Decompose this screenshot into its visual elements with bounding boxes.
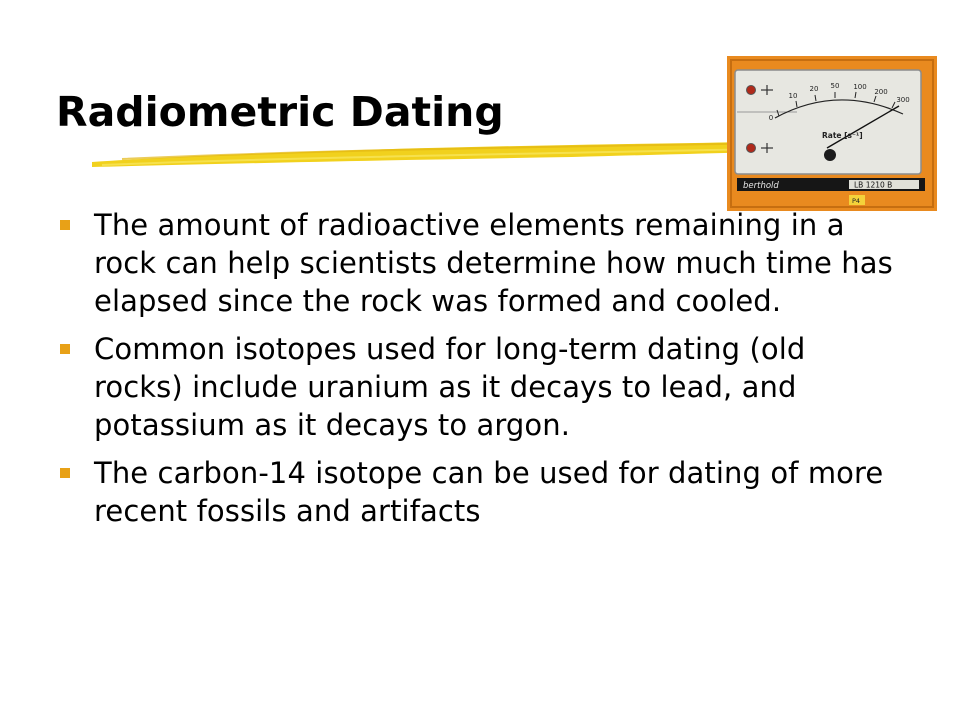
meter-model: LB 1210 B [854, 180, 893, 190]
bullet-square-icon [60, 468, 70, 478]
scale-label-200: 200 [874, 88, 888, 96]
bullet-item [56, 206, 896, 320]
title-underline-stroke [92, 136, 832, 170]
meter-brand: berthold [743, 181, 779, 191]
bullet-item [56, 330, 896, 444]
bullet-square-icon [60, 220, 70, 230]
top-button-icon [747, 86, 756, 95]
ratemeter-photo [727, 56, 937, 211]
bullet-text: The carbon-14 isotope can be used for dating of more recent fossils and artifacts [94, 456, 884, 528]
slide-title: Radiometric Dating [56, 88, 504, 136]
bottom-button-icon [747, 144, 756, 153]
scale-label-10: 10 [788, 92, 798, 100]
bullet-item [56, 454, 896, 530]
scale-label-100: 100 [853, 83, 867, 91]
scale-label-20: 20 [809, 85, 819, 93]
scale-label-0: 0 [768, 114, 774, 122]
bullet-text: Common isotopes used for long-term dating (old rocks) include uranium as it decays to lead, and potassium as it decays to argon. [94, 332, 806, 442]
scale-label-50: 50 [830, 82, 840, 90]
meter-unit-label: Rate [s⁻¹] [822, 131, 863, 140]
bullet-list [56, 206, 896, 540]
meter-zero-knob [824, 149, 836, 161]
meter-tag: P4 [852, 197, 861, 205]
bullet-text: The amount of radioactive elements remaining in a rock can help scientists determine how much time has elapsed since the rock was formed and cooled. [94, 208, 893, 318]
scale-label-300: 300 [896, 96, 910, 104]
bullet-square-icon [60, 344, 70, 354]
